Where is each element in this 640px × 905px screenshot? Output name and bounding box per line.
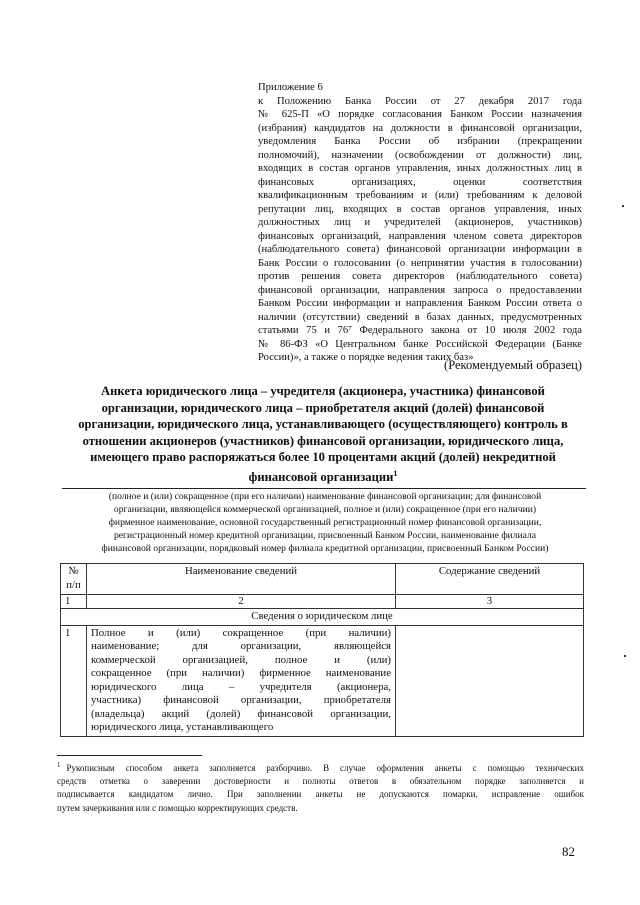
footnote-text: Рукописным способом анкета заполняется разборчиво. В случае оформления анкеты с помощью технических	[66, 763, 584, 773]
col-number-2: 2	[87, 595, 396, 609]
title-line	[58, 400, 588, 417]
caption-line: (полное и (или) сокращенное (при его наличии) наименование финансовой организации; для финансовой	[108, 491, 542, 502]
footnote-number: 1	[57, 761, 61, 769]
recommended-sample-label: (Рекомендуемый образец)	[444, 358, 582, 372]
row-name-line: юридического лица – учредителя (акционера,	[91, 680, 391, 693]
appendix-line: финансовых организациях, оценки соответствия	[258, 176, 582, 188]
caption-line: финансовой организации, порядковый номер филиала кредитной организации, присвоенный Банком России)	[101, 543, 549, 554]
caption-line: фирменное наименование, основной государственный регистрационный номер финансовой организации,	[108, 517, 542, 528]
appendix-line: № 86-ФЗ «О Центральном банке Российской Федерации (Банке	[258, 338, 582, 350]
title-line-text: имеющего право распоряжаться более 10 процентами акций (долей) некредитной	[90, 450, 556, 464]
form-title	[58, 383, 588, 485]
appendix-line: квалификационным требованиям и (или) требованиям к деловой	[258, 190, 582, 201]
header-number	[61, 564, 87, 595]
appendix-line: против решения совета директоров (наблюдательного совета)	[258, 271, 582, 282]
appendix-line: должностных лиц и учредителей (акционеров, участников)	[258, 217, 582, 228]
appendix-line: финансовых организаций, направления членом совета директоров	[258, 230, 582, 242]
column-number-row	[61, 595, 584, 609]
appendix-line: финансовой организации, направления запроса о предоставлении	[258, 284, 582, 296]
appendix-line: полномочий), назначении (освобождении от должности) лиц,	[258, 149, 582, 161]
appendix-line: России)», а также о порядке ведения таких баз»	[258, 352, 474, 363]
scan-speck	[622, 205, 624, 207]
section-heading: Сведения о юридическом лице	[61, 609, 584, 626]
title-line-text: организации, юридического лица – приобретателя акций (долей) финансовой	[101, 400, 545, 415]
appendix-line: репутации лиц, входящих в состав органов управления, иных	[258, 203, 582, 215]
appendix-line: уведомления Банка России об избрании (прекращении	[258, 136, 582, 147]
title-line-text: отношении акционеров (участников) финансовой организации, юридического лица,	[82, 433, 564, 448]
row-name-line: коммерческой организацией, полное и (или)	[91, 653, 391, 666]
appendix-line: наличии (отсутствии) сведений в базах данных, предусмотренных	[258, 311, 582, 323]
row-name-line: наименование; для организации, являющейся	[91, 640, 391, 652]
table-row	[61, 625, 584, 736]
row-name-line: участника) финансовой организации, приобретателя	[91, 694, 391, 706]
row-name-line: сокращенное (при наличии) фирменное наименование	[91, 667, 391, 679]
section-row	[61, 609, 584, 626]
row-name	[87, 625, 396, 736]
header-number-label: № п/п	[66, 565, 81, 591]
row-number: 1	[61, 625, 87, 736]
footnote-mark[interactable]: 1	[393, 468, 398, 478]
info-table	[60, 563, 584, 737]
title-line	[58, 416, 588, 433]
appendix-line: к Положению Банка России от 27 декабря 2017 года	[258, 95, 582, 107]
appendix-line: (избрания) кандидатов на должности в финансовой организации,	[258, 122, 582, 134]
title-line	[58, 433, 588, 450]
footnote-line	[57, 759, 584, 775]
title-line-text: финансовой организации	[248, 469, 394, 484]
table-header-row	[61, 564, 584, 595]
title-line	[58, 466, 588, 486]
scan-speck	[624, 655, 626, 657]
footnote-divider	[57, 755, 202, 756]
title-line-text: организации, юридического лица, устанавливающего (осуществляющего) контроль в	[78, 417, 568, 431]
caption-line: организации, являющейся коммерческой организацией, полное и (или) сокращенное (при его наличии)	[113, 504, 537, 515]
footnote	[57, 759, 584, 815]
header-name: Наименование сведений	[87, 564, 396, 595]
header-content: Содержание сведений	[396, 564, 584, 595]
col-number-1: 1	[61, 595, 87, 609]
row-name-line: юридического лица, устанавливающего	[91, 721, 274, 733]
appendix-line: Банком России информации и направления Банком России ответа о	[258, 298, 582, 309]
title-line	[58, 383, 588, 400]
footnote-line: средств отметка о заверении достоверности и полноты ответов в обязательном порядке заполняется и	[57, 776, 584, 787]
appendix-line: № 625-П «О порядке согласования Банком России назначения	[258, 109, 582, 120]
col-number-3: 3	[396, 595, 584, 609]
appendix-line: статьями 75 и 76⁷ Федерального закона от 10 июля 2002 года	[258, 325, 582, 336]
title-line-text: Анкета юридического лица – учредителя (акционера, участника) финансовой	[101, 384, 545, 398]
appendix-line: (наблюдательного совета) финансовой организации информации в	[258, 244, 582, 255]
row-content-field[interactable]	[396, 625, 584, 736]
footnote-line: путем зачеркивания или с помощью корректирующих средств.	[57, 802, 298, 813]
caption-line: регистрационный номер кредитной организации, присвоенный Банком России, наименование филиала	[113, 530, 536, 541]
title-line	[58, 449, 588, 466]
appendix-line: Банк России о голосовании (о непринятии участия в голосовании)	[258, 257, 582, 269]
organization-name-caption	[55, 490, 595, 555]
footnote-line: подписывается кандидатом лично. При заполнении анкеты не допускаются помарки, исправление ошибок	[57, 789, 584, 800]
row-name-line: Полное и (или) сокращенное (при наличии)	[91, 626, 391, 639]
row-name-line: (владельца) акций (долей) финансовой организации,	[91, 707, 391, 720]
appendix-reference-block	[258, 81, 582, 365]
appendix-line: входящих в состав органов управления, иных должностных лиц в	[258, 163, 582, 174]
page-number: 82	[562, 844, 575, 859]
appendix-line: Приложение 6	[258, 82, 323, 93]
organization-name-fill-line	[62, 488, 586, 489]
